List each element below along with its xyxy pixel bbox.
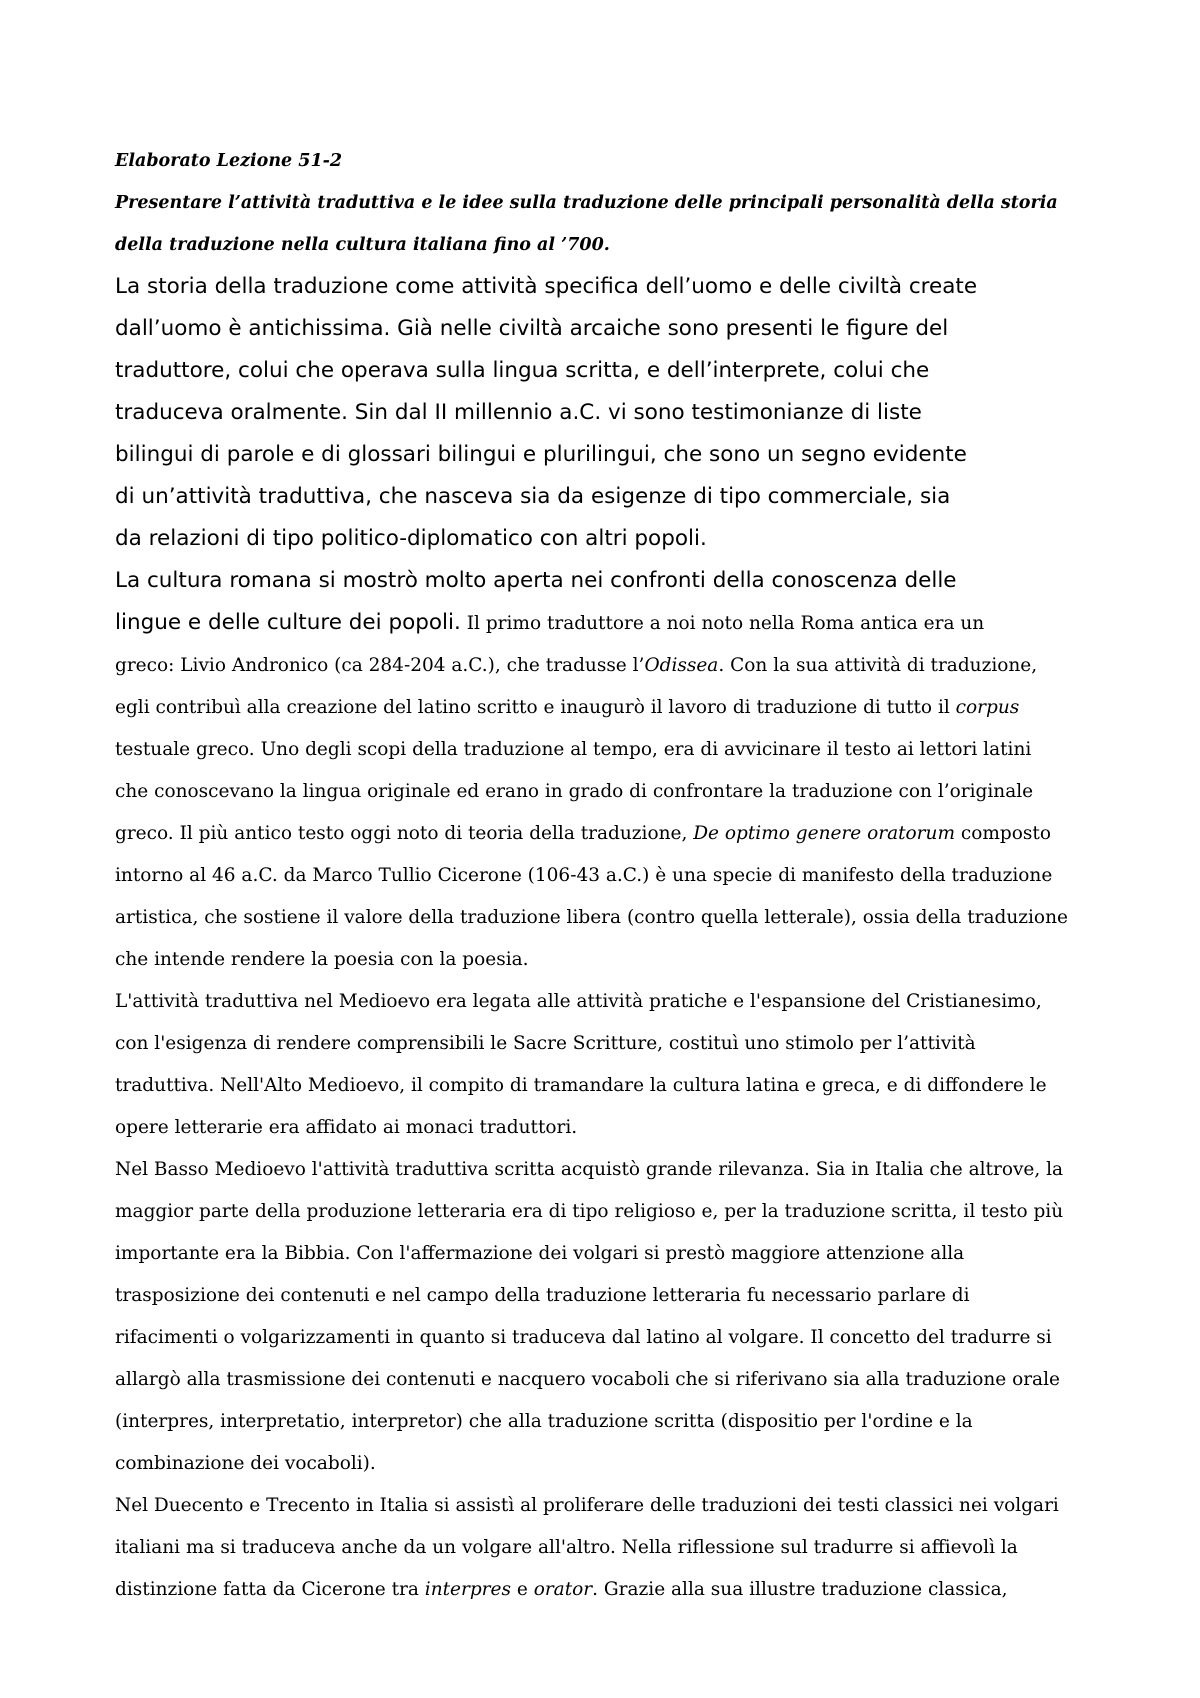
paragraph-line: intorno al 46 a.C. da Marco Tullio Cicerone (106-43 a.C.) è una specie di manifesto della traduzione	[115, 865, 1053, 886]
paragraph-line: traduttiva. Nell'Alto Medioevo, il compito di tramandare la cultura latina e greca, e di diffondere le	[115, 1075, 1047, 1096]
document-title: Elaborato Lezione 51-2	[115, 151, 343, 171]
paragraph-line: bilingui di parole e di glossari bilingui e plurilingui, che sono un segno evidente	[115, 442, 967, 467]
paragraph-line: Nel Basso Medioevo l'attività traduttiva scritta acquistò grande rilevanza. Sia in Italia che altrove, la	[115, 1159, 1064, 1180]
paragraph-line: trasposizione dei contenuti e nel campo della traduzione letteraria fu necessario parlare di	[115, 1285, 970, 1306]
paragraph-line: Nel Duecento e Trecento in Italia si assistì al proliferare delle traduzioni dei testi classici nei volgari	[115, 1495, 1059, 1516]
paragraph-line: (interpres, interpretatio, interpretor) che alla traduzione scritta (dispositio per l'ordine e la	[115, 1411, 973, 1432]
paragraph-line: combinazione dei vocaboli).	[115, 1453, 376, 1474]
paragraph-line: che intende rendere la poesia con la poesia.	[115, 949, 529, 970]
paragraph-line: L'attività traduttiva nel Medioevo era legata alle attività pratiche e l'espansione del Cristianesimo,	[115, 991, 1042, 1012]
text-span: . Grazie alla sua illustre traduzione classica,	[592, 1579, 1008, 1600]
text-span: lingue e delle culture dei popoli.	[115, 610, 461, 635]
paragraph-line: testuale greco. Uno degli scopi della traduzione al tempo, era di avvicinare il testo ai lettori latini	[115, 739, 1032, 760]
text-span: e	[510, 1579, 534, 1600]
paragraph-line: allargò alla trasmissione dei contenuti e nacquero vocaboli che si riferivano sia alla traduzione orale	[115, 1369, 1060, 1390]
text-span: egli contribuì alla creazione del latino scritto e inaugurò il lavoro di traduzione di tutto il	[115, 697, 956, 718]
italic-title: Odissea	[644, 655, 719, 676]
paragraph-line: traduttore, colui che operava sulla lingua scritta, e dell’interprete, colui che	[115, 358, 930, 383]
paragraph-line: da relazioni di tipo politico-diplomatico con altri popoli.	[115, 526, 707, 551]
paragraph-line: importante era la Bibbia. Con l'affermazione dei volgari si prestò maggiore attenzione alla	[115, 1243, 965, 1264]
paragraph-line: traduceva oralmente. Sin dal II millennio a.C. vi sono testimonianze di liste	[115, 400, 922, 425]
assignment-line-2: della traduzione nella cultura italiana fino al ’700.	[115, 235, 610, 255]
assignment-line-1: Presentare l’attività traduttiva e le idee sulla traduzione delle principali personalità della storia	[115, 193, 1058, 213]
paragraph-line: di un’attività traduttiva, che nasceva sia da esigenze di tipo commerciale, sia	[115, 484, 951, 509]
text-span: distinzione fatta da Cicerone tra	[115, 1579, 425, 1600]
paragraph-line	[115, 645, 1100, 687]
paragraph-line: maggior parte della produzione letteraria era di tipo religioso e, per la traduzione scritta, il testo più	[115, 1201, 1064, 1222]
paragraph-line: opere letterarie era affidato ai monaci traduttori.	[115, 1117, 578, 1138]
italic-term: interpres	[424, 1579, 511, 1600]
paragraph-line: La cultura romana si mostrò molto aperta nei confronti della conoscenza delle	[115, 568, 957, 593]
paragraph-line: rifacimenti o volgarizzamenti in quanto si traduceva dal latino al volgare. Il concetto del tradurre si	[115, 1327, 1052, 1348]
paragraph-line	[115, 813, 1100, 855]
document-body	[115, 140, 1100, 1611]
paragraph-line	[115, 1569, 1100, 1611]
paragraph-line: italiani ma si traduceva anche da un volgare all'altro. Nella riflessione sul tradurre si affievolì la	[115, 1537, 1018, 1558]
text-span: Il primo traduttore a noi noto nella Roma antica era un	[460, 613, 985, 634]
paragraph-line: che conoscevano la lingua originale ed erano in grado di confrontare la traduzione con l’originale	[115, 781, 1034, 802]
italic-title: De optimo genere oratorum	[693, 823, 955, 844]
text-span: . Con la sua attività di traduzione,	[718, 655, 1038, 676]
text-span: greco. Il più antico testo oggi noto di teoria della traduzione,	[115, 823, 694, 844]
paragraph-line: artistica, che sostiene il valore della traduzione libera (contro quella letterale), ossia della traduzione	[115, 907, 1068, 928]
text-span: greco: Livio Andronico (ca 284-204 a.C.), che tradusse l’	[115, 655, 645, 676]
paragraph-line: La storia della traduzione come attività specifica dell’uomo e delle civiltà create	[115, 274, 978, 299]
paragraph-line	[115, 687, 1100, 729]
paragraph-line	[115, 602, 1100, 645]
paragraph-line: con l'esigenza di rendere comprensibili le Sacre Scritture, costituì uno stimolo per l’attività	[115, 1033, 976, 1054]
text-span: composto	[954, 823, 1051, 844]
italic-term: corpus	[955, 697, 1020, 718]
paragraph-line: dall’uomo è antichissima. Già nelle civiltà arcaiche sono presenti le figure del	[115, 316, 949, 341]
italic-term: orator	[533, 1579, 593, 1600]
